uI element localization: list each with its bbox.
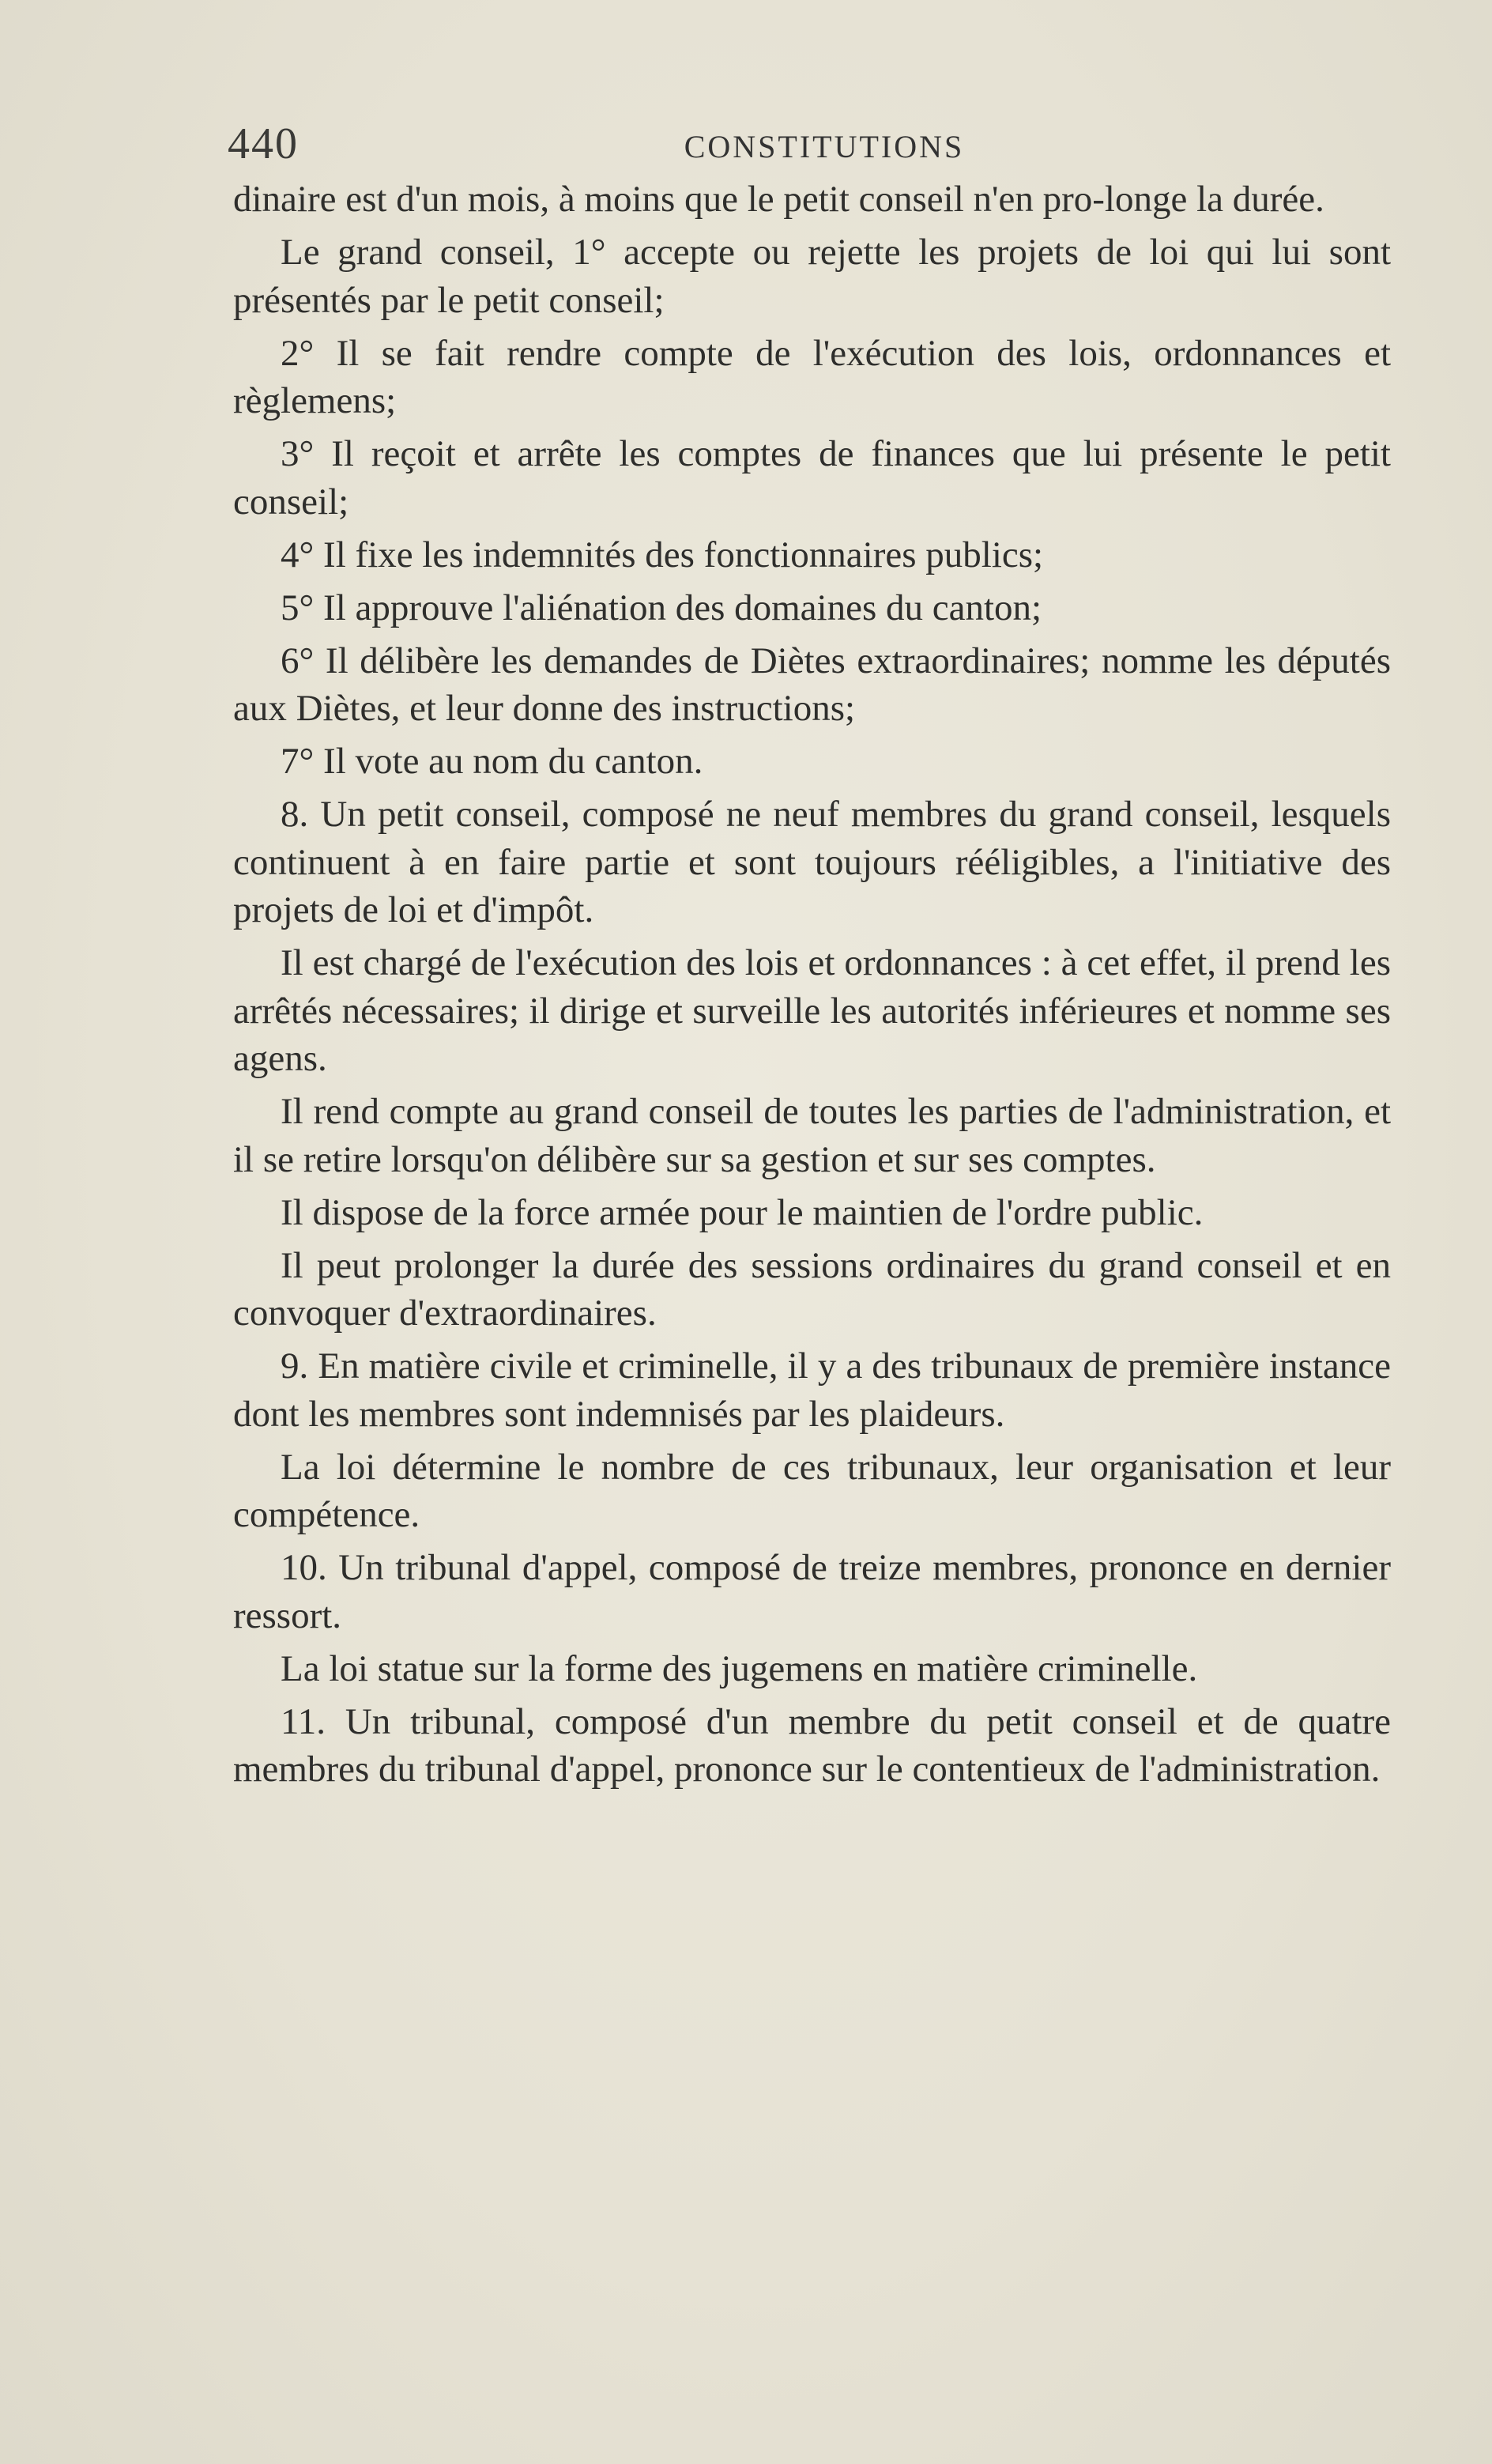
page-number: 440: [228, 119, 299, 168]
paragraph: 10. Un tribunal d'appel, composé de treize membres, prononce en dernier ressort.: [233, 1547, 1391, 1636]
paragraph: dinaire est d'un mois, à moins que le petit conseil n'en pro-longe la durée.: [233, 179, 1324, 220]
paragraph: 2° Il se fait rendre compte de l'exécution des lois, ordonnances et règlemens;: [233, 332, 1391, 421]
paragraph: 11. Un tribunal, composé d'un membre du petit conseil et de quatre membres du tribunal d'appel, prononce sur le contentieux de l'administration.: [233, 1700, 1391, 1790]
page-body: [233, 175, 1391, 1798]
paragraph: 6° Il délibère les demandes de Diètes extraordinaires; nomme les députés aux Diètes, et leur donne des instructions;: [233, 640, 1391, 729]
paragraph: Il est chargé de l'exécution des lois et ordonnances : à cet effet, il prend les arrêtés nécessaires; il dirige et surveille les autorités inférieures et nomme ses agens.: [233, 942, 1391, 1079]
paragraph: Il peut prolonger la durée des sessions ordinaires du grand conseil et en convoquer d'extraordinaires.: [233, 1244, 1391, 1334]
page-header: [228, 119, 1389, 174]
paragraph: 3° Il reçoit et arrête les comptes de finances que lui présente le petit conseil;: [233, 433, 1391, 523]
paragraph: Il rend compte au grand conseil de toutes les parties de l'administration, et il se retire lorsqu'on délibère sur sa gestion et sur ses comptes.: [233, 1091, 1391, 1180]
paragraph: La loi statue sur la forme des jugemens en matière criminelle.: [281, 1647, 1198, 1689]
paragraph: Le grand conseil, 1° accepte ou rejette les projets de loi qui lui sont présentés par le petit conseil;: [233, 232, 1391, 321]
paragraph: La loi détermine le nombre de ces tribunaux, leur organisation et leur compétence.: [233, 1446, 1391, 1535]
paragraph: 7° Il vote au nom du canton.: [281, 741, 703, 782]
paragraph: 9. En matière civile et criminelle, il y a des tribunaux de première instance dont les membres sont indemnisés par les plaideurs.: [233, 1345, 1391, 1435]
paragraph: Il dispose de la force armée pour le maintien de l'ordre public.: [281, 1191, 1204, 1233]
paragraph: 5° Il approuve l'aliénation des domaines du canton;: [281, 587, 1042, 628]
running-title: CONSTITUTIONS: [684, 129, 965, 164]
paragraph: 8. Un petit conseil, composé ne neuf membres du grand conseil, lesquels continuent à en faire partie et sont toujours rééligibles, a l'initiative des projets de loi et d'impôt.: [233, 794, 1391, 930]
paragraph: 4° Il fixe les indemnités des fonctionnaires publics;: [281, 534, 1044, 575]
